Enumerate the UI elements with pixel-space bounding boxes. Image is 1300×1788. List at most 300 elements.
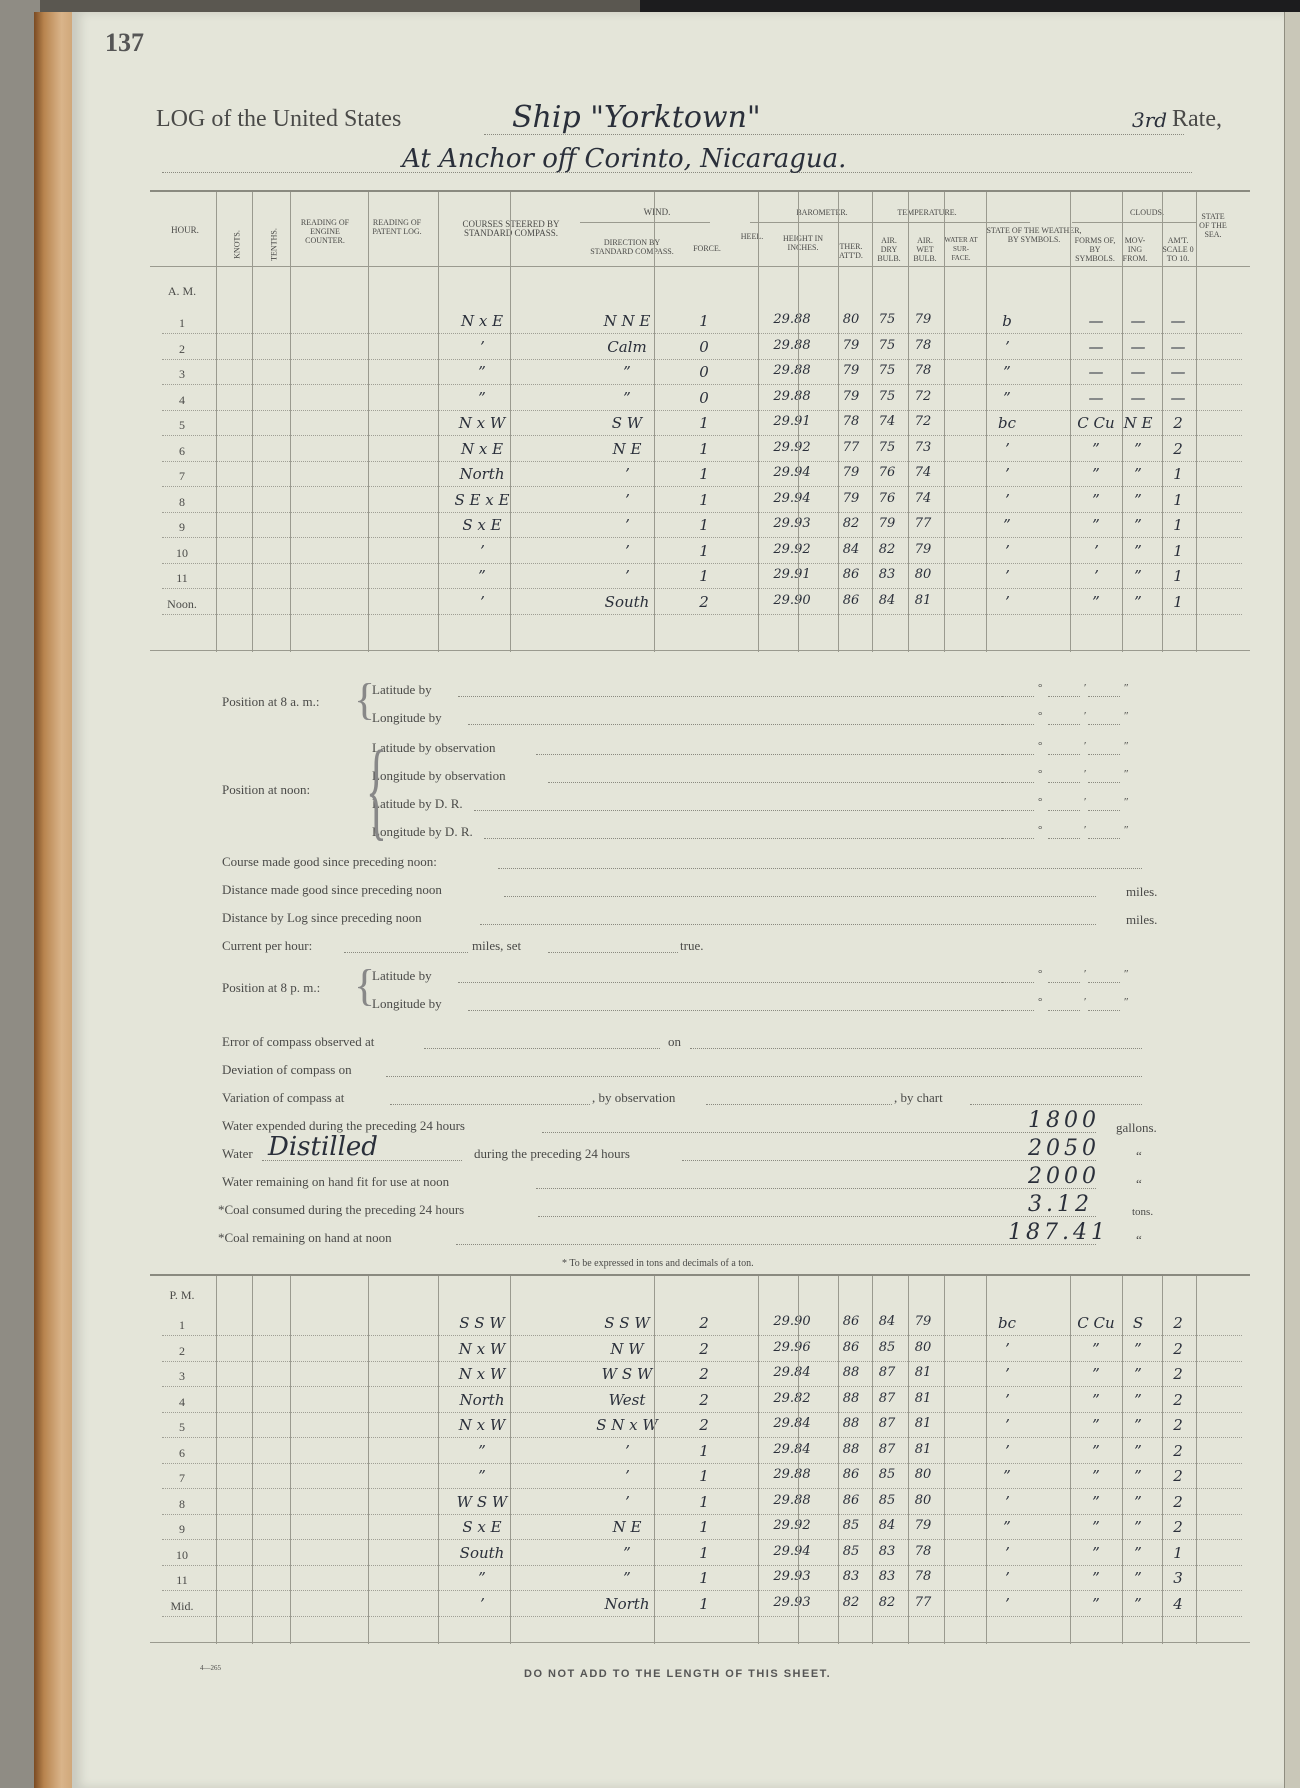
log-cell-forms: C Cu xyxy=(1077,414,1115,432)
distance-by-log-label: Distance by Log since preceding noon xyxy=(222,910,422,925)
log-cell-weather: ʼ xyxy=(1004,1339,1010,1358)
pos-8pm-label: Position at 8 p. m.: xyxy=(222,980,321,995)
current-miles-set-label: miles, set xyxy=(472,938,522,953)
log-cell-ther: 86 xyxy=(842,1467,860,1482)
log-cell-wet: 81 xyxy=(914,1390,932,1406)
log-cell-course: ʼ xyxy=(479,592,485,611)
pos-noon-label: Position at noon: xyxy=(222,782,311,797)
column-rule xyxy=(872,1276,873,1644)
log-cell-course: N x W xyxy=(458,1365,506,1383)
log-cell-weather: ʼ xyxy=(1004,490,1010,509)
log-cell-course: ʼ xyxy=(479,337,485,356)
dms-mark-sec: ″ xyxy=(1124,968,1129,980)
long-dr-label: Longitude by D. R. xyxy=(372,824,473,839)
log-cell-hour: 8 xyxy=(179,494,185,509)
log-cell-dry: 75 xyxy=(878,312,896,327)
col-heel: HEEL. xyxy=(740,232,764,241)
log-cell-force: 2 xyxy=(699,1416,709,1434)
log-cell-force: 1 xyxy=(699,1569,709,1587)
distance-made-good-line xyxy=(504,896,1096,897)
row-rule xyxy=(162,461,1242,462)
variation-by-observation: , by observation xyxy=(592,1090,676,1105)
dms-mark-deg: ° xyxy=(1038,768,1043,780)
log-cell-amount: 4 xyxy=(1173,1594,1183,1613)
column-rule xyxy=(1070,192,1071,652)
col-sea: STATE OF THE SEA. xyxy=(1199,212,1227,239)
log-cell-hour: Noon. xyxy=(167,596,197,611)
log-title: LOG of the United States xyxy=(156,106,402,132)
log-cell-force: 1 xyxy=(699,490,709,509)
log-cell-wet: 72 xyxy=(914,414,932,429)
pos-8am-label: Position at 8 a. m.: xyxy=(222,694,320,709)
long-obs-line xyxy=(548,782,1018,783)
log-cell-force: 1 xyxy=(699,1467,709,1485)
log-cell-hour: 9 xyxy=(179,520,185,534)
log-cell-ther: 86 xyxy=(842,1339,860,1355)
log-cell-weather: ʼ xyxy=(1004,541,1010,560)
log-cell-dry: 75 xyxy=(878,363,896,378)
log-cell-weather: ʼ xyxy=(1004,1594,1010,1613)
dms-mark-sec: ″ xyxy=(1124,996,1129,1008)
water-expended-label: Water expended during the preceding 24 hours xyxy=(222,1118,465,1133)
dms-blank xyxy=(1002,982,1034,983)
log-cell-baro: 29.91 xyxy=(773,567,811,582)
log-cell-wet: 81 xyxy=(914,1416,932,1431)
log-cell-moving: — xyxy=(1130,312,1146,330)
log-cell-ther: 88 xyxy=(842,1416,860,1431)
log-cell-hour: 6 xyxy=(179,1445,185,1460)
pm-bottom-border xyxy=(150,1642,1250,1643)
row-rule xyxy=(162,1335,1242,1336)
log-cell-forms: — xyxy=(1088,388,1104,407)
column-rule xyxy=(798,192,799,652)
clouds-subheader-line xyxy=(1072,222,1196,223)
log-cell-hour: 3 xyxy=(179,367,185,381)
log-cell-force: 1 xyxy=(699,312,709,330)
log-cell-forms: ” xyxy=(1092,1416,1100,1434)
log-cell-wind: ʼ xyxy=(624,1467,630,1485)
log-cell-wind: North xyxy=(604,1594,650,1613)
log-cell-weather: ʼ xyxy=(1004,1416,1010,1434)
log-cell-baro: 29.93 xyxy=(773,1594,811,1610)
log-cell-baro: 29.88 xyxy=(773,1467,811,1482)
log-cell-force: 1 xyxy=(699,414,709,432)
lat-obs-line xyxy=(536,754,1018,755)
log-cell-force: 1 xyxy=(699,567,709,585)
column-rule xyxy=(758,192,759,652)
baro-subheader-line xyxy=(750,222,1030,223)
log-cell-amount: 2 xyxy=(1173,1390,1183,1409)
dms-mark-min: ′ xyxy=(1084,768,1087,780)
log-cell-baro: 29.92 xyxy=(773,541,811,557)
log-cell-amount: 1 xyxy=(1173,516,1183,534)
variation-chart-line xyxy=(970,1104,1142,1105)
log-cell-hour: 1 xyxy=(179,1318,185,1332)
log-cell-weather: ʼ xyxy=(1004,1569,1010,1587)
error-compass-line xyxy=(424,1048,660,1049)
dms-blank xyxy=(1002,838,1034,839)
log-cell-hour: 6 xyxy=(179,443,185,458)
log-cell-hour: 10 xyxy=(176,545,188,560)
log-cell-ther: 79 xyxy=(842,465,860,480)
log-cell-baro: 29.92 xyxy=(773,1518,811,1533)
coal-remaining-line xyxy=(456,1244,1096,1245)
water-remaining-label: Water remaining on hand fit for use at noon xyxy=(222,1174,450,1189)
dms-blank xyxy=(1088,724,1120,725)
row-rule xyxy=(162,333,1242,334)
water-remaining-value: 2000 xyxy=(1028,1164,1100,1189)
dms-blank xyxy=(1048,754,1080,755)
log-cell-force: 1 xyxy=(699,465,709,483)
dms-mark-sec: ″ xyxy=(1124,796,1129,808)
log-cell-forms: ” xyxy=(1092,1518,1100,1536)
log-cell-baro: 29.82 xyxy=(773,1390,811,1406)
coal-remaining-ditto: “ xyxy=(1136,1232,1142,1247)
log-cell-force: 1 xyxy=(699,1518,709,1536)
log-cell-amount: 1 xyxy=(1173,1543,1183,1562)
log-cell-wet: 74 xyxy=(914,490,932,506)
row-rule xyxy=(162,1463,1242,1464)
row-rule xyxy=(162,1488,1242,1489)
long-8pm-line xyxy=(468,1010,1018,1011)
row-rule xyxy=(162,359,1242,360)
log-cell-wet: 78 xyxy=(914,337,932,353)
log-cell-dry: 82 xyxy=(878,541,896,557)
variation-label: Variation of compass at xyxy=(222,1090,345,1105)
log-cell-wind: ʼ xyxy=(624,567,630,585)
water-gallons: gallons. xyxy=(1116,1120,1157,1135)
dms-blank xyxy=(1048,782,1080,783)
current-per-hour-label: Current per hour: xyxy=(222,938,313,953)
log-cell-moving: ” xyxy=(1134,1543,1142,1562)
log-cell-wet: 80 xyxy=(914,1467,932,1482)
log-cell-moving: ” xyxy=(1134,490,1142,509)
log-cell-ther: 86 xyxy=(842,1314,860,1329)
log-cell-ther: 77 xyxy=(842,439,860,455)
water-during-label: during the preceding 24 hours xyxy=(474,1146,630,1161)
water-distilled-value: 2050 xyxy=(1028,1136,1100,1161)
log-cell-hour: 10 xyxy=(176,1547,188,1562)
dms-mark-deg: ° xyxy=(1038,740,1043,752)
log-cell-forms: — xyxy=(1088,363,1104,381)
log-cell-course: ” xyxy=(478,567,486,585)
log-cell-baro: 29.88 xyxy=(773,363,811,378)
log-cell-course: ” xyxy=(478,1569,486,1587)
water-expended-value: 1800 xyxy=(1028,1108,1100,1133)
log-cell-wind: ʼ xyxy=(624,465,630,483)
log-cell-moving: ” xyxy=(1134,1365,1142,1383)
footnote: * To be expressed in tons and decimals of a ton. xyxy=(562,1258,754,1269)
column-rule xyxy=(368,1276,369,1644)
log-cell-wind: N E xyxy=(612,439,642,458)
log-cell-force: 2 xyxy=(699,1314,709,1332)
log-cell-wind: ” xyxy=(623,388,631,407)
log-page xyxy=(72,12,1284,1788)
log-cell-course: N x W xyxy=(458,414,506,432)
log-cell-wind: W S W xyxy=(601,1365,653,1383)
row-rule xyxy=(162,1616,1242,1617)
col-courses: COURSES STEERED BY STANDARD COMPASS. xyxy=(462,219,560,238)
log-cell-baro: 29.93 xyxy=(773,1569,811,1584)
log-cell-course: N x W xyxy=(458,1339,506,1358)
log-cell-forms: ʼ xyxy=(1093,541,1099,560)
log-cell-dry: 87 xyxy=(878,1416,896,1431)
log-cell-wind: South xyxy=(604,592,650,611)
log-cell-amount: 2 xyxy=(1173,1441,1183,1460)
column-rule xyxy=(216,1276,217,1644)
table-top-border xyxy=(150,190,1250,192)
log-cell-dry: 83 xyxy=(878,1543,896,1559)
dms-mark-min: ′ xyxy=(1084,796,1087,808)
dms-blank xyxy=(1002,1010,1034,1011)
long-obs-label: Longitude by observation xyxy=(372,768,506,783)
column-rule xyxy=(290,192,291,652)
log-cell-baro: 29.84 xyxy=(773,1365,811,1380)
water-distilled: Distilled xyxy=(268,1132,378,1162)
form-number: 4—265 xyxy=(200,1664,221,1672)
log-cell-wet: 79 xyxy=(914,312,932,327)
log-cell-weather: ʼ xyxy=(1004,567,1010,585)
dms-blank xyxy=(1048,696,1080,697)
log-cell-baro: 29.92 xyxy=(773,439,811,455)
dms-blank xyxy=(1048,810,1080,811)
log-cell-wet: 79 xyxy=(914,1314,932,1329)
log-cell-forms: ” xyxy=(1092,1492,1100,1511)
am-bottom-border xyxy=(150,650,1250,651)
column-rule xyxy=(758,1276,759,1644)
dms-mark-min: ′ xyxy=(1084,824,1087,836)
dms-blank xyxy=(1088,782,1120,783)
log-cell-ther: 85 xyxy=(842,1543,860,1559)
ship-name: Ship "Yorktown" xyxy=(512,100,761,135)
log-cell-hour: 11 xyxy=(176,571,188,585)
water-distilled-ditto: “ xyxy=(1136,1148,1142,1163)
log-cell-hour: 7 xyxy=(179,469,185,483)
log-cell-baro: 29.94 xyxy=(773,490,811,506)
log-cell-moving: S xyxy=(1132,1314,1144,1332)
column-rule xyxy=(654,1276,655,1644)
log-cell-wind: West xyxy=(608,1390,646,1409)
dms-blank xyxy=(1002,754,1034,755)
log-cell-dry: 76 xyxy=(878,490,896,506)
log-cell-weather: ” xyxy=(1003,1467,1011,1485)
dms-blank xyxy=(1088,810,1120,811)
log-cell-hour: Mid. xyxy=(170,1598,194,1613)
log-cell-dry: 83 xyxy=(878,1569,896,1584)
log-cell-wet: 80 xyxy=(914,567,932,582)
log-cell-course: N x E xyxy=(460,312,504,330)
log-cell-amount: — xyxy=(1170,312,1186,330)
col-wind: WIND. xyxy=(643,207,671,217)
row-rule xyxy=(162,1412,1242,1413)
log-cell-dry: 75 xyxy=(878,337,896,353)
log-cell-weather: bc xyxy=(997,414,1016,432)
pm-top-border xyxy=(150,1274,1250,1276)
dms-mark-deg: ° xyxy=(1038,710,1043,722)
lat-dr-label: Latitude by D. R. xyxy=(372,796,463,811)
variation-by-chart: , by chart xyxy=(894,1090,943,1105)
log-cell-course: ” xyxy=(478,1467,486,1485)
row-rule xyxy=(162,512,1242,513)
log-cell-dry: 84 xyxy=(878,592,896,608)
col-temperature: TEMPERATURE. xyxy=(897,208,957,217)
log-cell-force: 2 xyxy=(699,592,709,611)
log-cell-forms: ” xyxy=(1092,1569,1100,1587)
log-cell-amount: 2 xyxy=(1173,439,1183,458)
log-cell-baro: 29.84 xyxy=(773,1441,811,1457)
log-cell-weather: ʼ xyxy=(1004,1492,1010,1511)
log-cell-amount: 1 xyxy=(1173,592,1183,611)
log-cell-ther: 80 xyxy=(842,312,860,327)
log-cell-ther: 84 xyxy=(842,541,860,557)
row-rule xyxy=(162,1590,1242,1591)
log-cell-hour: 3 xyxy=(179,1369,185,1383)
dms-mark-sec: ″ xyxy=(1124,824,1129,836)
log-cell-force: 0 xyxy=(699,388,709,407)
log-cell-amount: 2 xyxy=(1173,1314,1183,1332)
column-rule xyxy=(908,192,909,652)
log-cell-force: 1 xyxy=(699,1492,709,1511)
log-cell-wind: ʼ xyxy=(624,516,630,534)
log-cell-wet: 77 xyxy=(914,1594,932,1610)
column-rule xyxy=(944,192,945,652)
log-cell-force: 2 xyxy=(699,1390,709,1409)
log-cell-ther: 82 xyxy=(842,1594,860,1610)
error-compass-on: on xyxy=(668,1034,681,1049)
log-cell-course: North xyxy=(459,465,505,483)
deviation-line xyxy=(386,1076,1142,1077)
log-cell-force: 0 xyxy=(699,363,709,381)
variation-line xyxy=(390,1104,590,1105)
log-cell-force: 1 xyxy=(699,541,709,560)
row-rule xyxy=(162,537,1242,538)
log-cell-wet: 77 xyxy=(914,516,932,531)
col-cloud-amount: AM'T. SCALE 0 TO 10. xyxy=(1162,236,1194,263)
log-cell-wet: 79 xyxy=(914,541,932,557)
log-cell-baro: 29.91 xyxy=(773,414,811,429)
dms-mark-deg: ° xyxy=(1038,968,1043,980)
log-cell-hour: 8 xyxy=(179,1496,185,1511)
log-cell-moving: — xyxy=(1130,363,1146,381)
log-cell-wet: 81 xyxy=(914,1365,932,1380)
log-cell-forms: ” xyxy=(1092,1441,1100,1460)
current-set-line xyxy=(548,952,678,953)
row-rule xyxy=(162,614,1242,615)
log-cell-wind: N N E xyxy=(603,312,651,330)
log-cell-moving: ” xyxy=(1134,567,1142,585)
log-cell-wind: ” xyxy=(623,1569,631,1587)
current-rate-line xyxy=(344,952,468,953)
log-cell-amount: 2 xyxy=(1173,1467,1183,1485)
log-cell-wind: ʼ xyxy=(624,490,630,509)
lat-by-label: Latitude by xyxy=(372,682,432,697)
log-cell-moving: ” xyxy=(1134,1416,1142,1434)
log-cell-forms: ” xyxy=(1092,465,1100,483)
dms-blank xyxy=(1088,1010,1120,1011)
log-cell-ther: 88 xyxy=(842,1390,860,1406)
log-cell-amount: 1 xyxy=(1173,541,1183,560)
row-rule xyxy=(162,486,1242,487)
log-cell-ther: 79 xyxy=(842,363,860,378)
log-cell-course: ” xyxy=(478,1441,486,1460)
column-rule xyxy=(986,1276,987,1644)
column-rule xyxy=(1162,1276,1163,1644)
log-cell-dry: 82 xyxy=(878,1594,896,1610)
brace-8pm: { xyxy=(354,961,376,1010)
page-number: 137 xyxy=(105,28,144,57)
column-rule xyxy=(908,1276,909,1644)
log-cell-wet: 74 xyxy=(914,465,932,480)
row-rule xyxy=(162,1565,1242,1566)
log-cell-wet: 81 xyxy=(914,1441,932,1457)
water-distilled-line xyxy=(262,1160,462,1161)
log-cell-ther: 85 xyxy=(842,1518,860,1533)
log-cell-hour: 4 xyxy=(179,1394,185,1409)
log-cell-wet: 79 xyxy=(914,1518,932,1533)
dms-mark-sec: ″ xyxy=(1124,768,1129,780)
log-cell-dry: 87 xyxy=(878,1441,896,1457)
log-cell-course: North xyxy=(459,1390,505,1409)
col-engine-counter: READING OF ENGINE COUNTER. xyxy=(300,218,350,245)
dms-mark-sec: ″ xyxy=(1124,710,1129,722)
log-cell-forms: ” xyxy=(1092,1543,1100,1562)
log-cell-moving: ” xyxy=(1134,1441,1142,1460)
row-rule xyxy=(162,1539,1242,1540)
log-cell-hour: 5 xyxy=(179,1420,185,1434)
distance-made-good-label: Distance made good since preceding noon xyxy=(222,882,442,897)
log-cell-dry: 87 xyxy=(878,1390,896,1406)
dms-blank xyxy=(1048,724,1080,725)
col-clouds: CLOUDS. xyxy=(1129,208,1164,217)
log-cell-wet: 81 xyxy=(914,592,932,608)
log-cell-moving: ” xyxy=(1134,1569,1142,1587)
row-rule xyxy=(162,435,1242,436)
log-cell-weather: ʼ xyxy=(1004,592,1010,611)
col-cloud-forms: FORMS OF, BY SYMBOLS. xyxy=(1074,236,1116,263)
lat-8am-line xyxy=(458,696,1018,697)
log-cell-wind: ” xyxy=(623,1543,631,1562)
distance-made-good-miles: miles. xyxy=(1126,884,1158,899)
anchor-location: At Anchor off Corinto, Nicaragua. xyxy=(402,144,847,174)
log-cell-moving: ” xyxy=(1134,1492,1142,1511)
column-rule xyxy=(252,192,253,652)
log-cell-ther: 86 xyxy=(842,592,860,608)
water-label: Water xyxy=(222,1146,253,1161)
log-cell-wind: ʼ xyxy=(624,541,630,560)
dms-mark-min: ′ xyxy=(1084,996,1087,1008)
log-cell-amount: 1 xyxy=(1173,490,1183,509)
log-cell-amount: 2 xyxy=(1173,1518,1183,1536)
row-rule xyxy=(162,563,1242,564)
col-hour: HOUR. xyxy=(171,225,199,235)
dms-blank xyxy=(1048,1010,1080,1011)
dms-mark-min: ′ xyxy=(1084,968,1087,980)
dms-mark-min: ′ xyxy=(1084,740,1087,752)
log-cell-course: ʼ xyxy=(479,541,485,560)
wind-subheader-line xyxy=(580,222,710,223)
log-cell-force: 0 xyxy=(699,337,709,356)
variation-observation-line xyxy=(706,1104,892,1105)
column-rule xyxy=(1196,1276,1197,1644)
log-cell-amount: 2 xyxy=(1173,1416,1183,1434)
dms-mark-min: ′ xyxy=(1084,682,1087,694)
log-cell-force: 1 xyxy=(699,1543,709,1562)
coal-consumed-label: *Coal consumed during the preceding 24 hours xyxy=(218,1202,465,1217)
log-cell-baro: 29.88 xyxy=(773,1492,811,1508)
log-cell-ther: 86 xyxy=(842,1492,860,1508)
log-cell-amount: 3 xyxy=(1173,1569,1183,1587)
log-cell-moving: ” xyxy=(1134,1594,1142,1613)
